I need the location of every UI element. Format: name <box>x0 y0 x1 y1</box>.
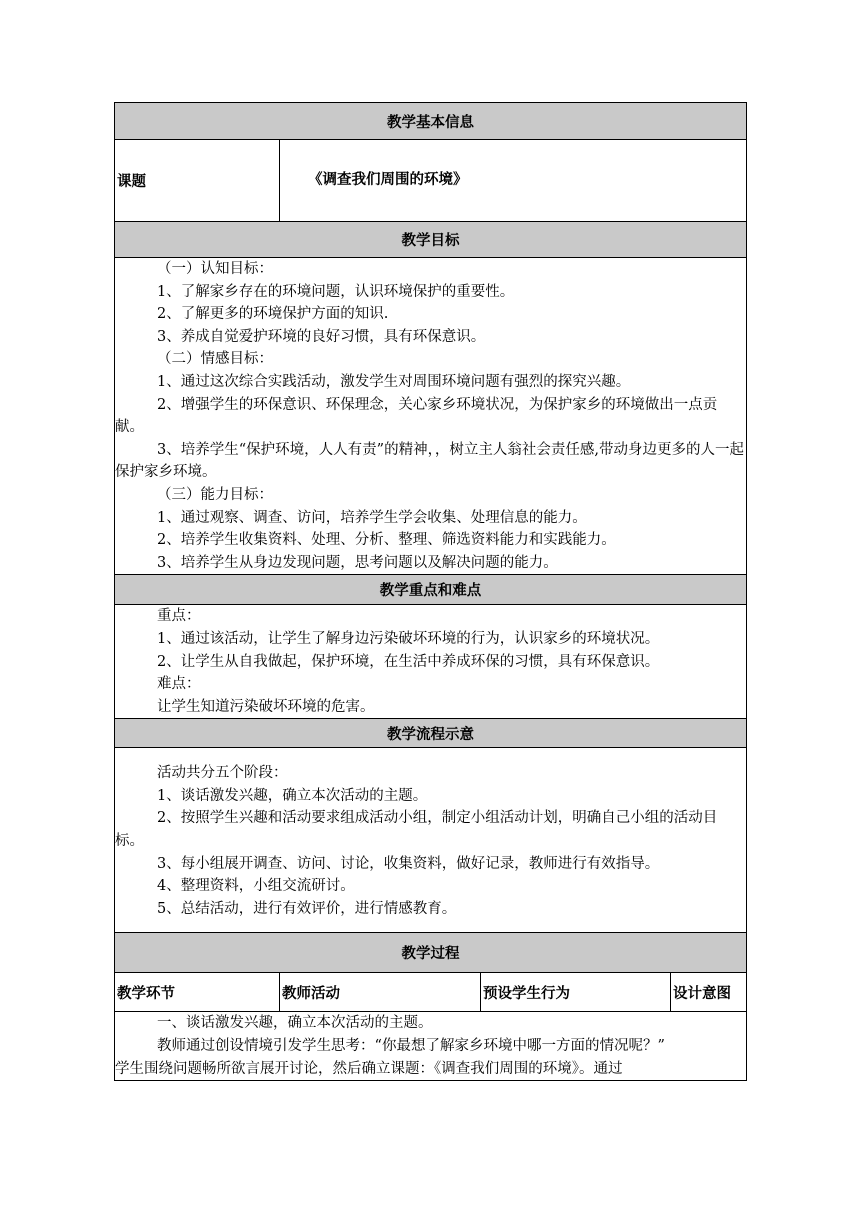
objective-line: 2、增强学生的环保意识、环保理念，关心家乡环境状况，为保护家乡的环境做出一点贡献。 <box>115 396 718 436</box>
key-line: 重点： <box>157 608 201 625</box>
process-header: 教学过程 <box>115 933 747 973</box>
basic-info-header: 教学基本信息 <box>115 103 747 140</box>
topic-label: 课题 <box>115 140 280 222</box>
objective-line: 1、通过这次综合实践活动，激发学生对周围环境问题有强烈的探究兴趣。 <box>157 373 631 390</box>
topic-value-cell <box>280 140 747 222</box>
column-design-intent: 设计意图 <box>671 973 747 1012</box>
flow-line: 1、谈话激发兴趣，确立本次活动的主题。 <box>157 787 428 804</box>
key-line: 1、通过该活动，让学生了解身边污染破坏环境的行为，认识家乡的环境状况。 <box>157 630 660 647</box>
column-student-behavior: 预设学生行为 <box>481 973 671 1012</box>
objective-line: 1、通过观察、调查、访问，培养学生学会收集、处理信息的能力。 <box>157 509 587 526</box>
flow-line: 5、总结活动，进行有效评价，进行情感教育。 <box>157 900 457 917</box>
key-points-header: 教学重点和难点 <box>115 575 747 605</box>
key-points-body <box>115 605 747 719</box>
objectives-header: 教学目标 <box>115 222 747 258</box>
objective-line: 1、了解家乡存在的环境问题，认识环境保护的重要性。 <box>157 283 515 300</box>
process-line: 教师通过创设情境引发学生思考：“你最想了解家乡环境中哪一方面的情况呢？” <box>157 1038 665 1055</box>
objectives-body <box>115 258 747 575</box>
topic-value: 《调查我们周围的环境》 <box>308 172 468 188</box>
key-line: 难点： <box>157 676 201 693</box>
lesson-plan-table <box>114 102 747 1081</box>
key-line: 2、让学生从自我做起，保护环境，在生活中养成环保的习惯，具有环保意识。 <box>157 653 660 670</box>
flow-line: 4、整理资料，小组交流研讨。 <box>157 878 355 895</box>
process-line: 一、谈话激发兴趣，确立本次活动的主题。 <box>157 1015 433 1032</box>
objective-line: 3、养成自觉爱护环境的良好习惯，具有环保意识。 <box>157 328 486 345</box>
objective-line: 3、培养学生“保护环境，人人有责”的精神，，树立主人翁社会责任感,带动身边更多的人一起保护家乡环境。 <box>115 441 744 481</box>
column-teacher-activity: 教师活动 <box>280 973 481 1012</box>
process-body <box>115 1012 747 1081</box>
objective-line: （三）能力目标： <box>157 486 274 503</box>
key-line: 让学生知道污染破坏环境的危害。 <box>157 698 375 715</box>
objective-line: 3、培养学生从身边发现问题，思考问题以及解决问题的能力。 <box>157 554 558 571</box>
objective-line: （二）情感目标： <box>157 351 274 368</box>
objective-line: 2、了解更多的环境保护方面的知识. <box>157 306 389 323</box>
flow-line: 活动共分五个阶段： <box>157 765 288 782</box>
flow-line: 2、按照学生兴趣和活动要求组成活动小组，制定小组活动计划，明确自己小组的活动目标。 <box>115 810 718 850</box>
process-line: 学生围绕问题畅所欲言展开讨论，然后确立课题：《调查我们周围的环境》。通过 <box>115 1060 623 1077</box>
column-teaching-stage: 教学环节 <box>115 973 280 1012</box>
flow-header: 教学流程示意 <box>115 719 747 748</box>
objective-line: 2、培养学生收集资料、处理、分析、整理、筛选资料能力和实践能力。 <box>157 532 616 549</box>
objective-line: （一）认知目标： <box>157 261 274 277</box>
flow-line: 3、每小组展开调查、访问、讨论，收集资料，做好记录，教师进行有效指导。 <box>157 855 660 872</box>
flow-body <box>115 748 747 933</box>
